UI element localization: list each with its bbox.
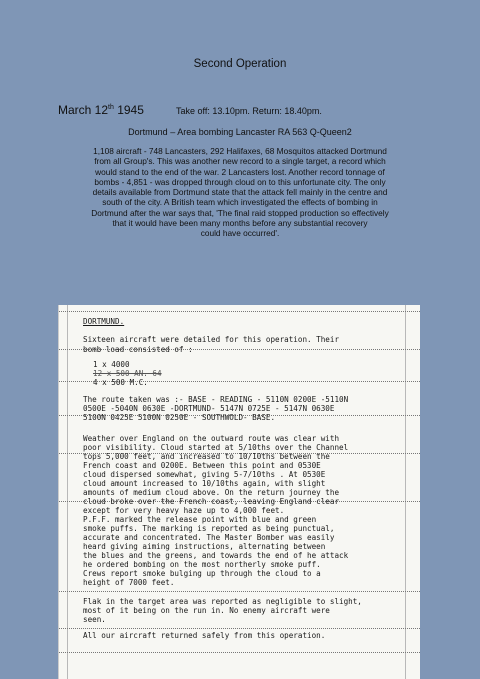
report-line: Sixteen aircraft were detailed for this operation. Their bbox=[83, 335, 340, 344]
description-line: would stand to the end of the war. 2 Lancasters lost. Another record tonnage of bbox=[95, 166, 385, 177]
marking-line: heard giving aiming instructions, alternating between bbox=[83, 542, 326, 551]
description-line: 1,108 aircraft - 748 Lancasters, 292 Halifaxes, 68 Mosquitos attacked Dortmund bbox=[93, 146, 387, 156]
description-line: bombs - 4,851 - was dropped through cloud on to this unfortunate city. The only bbox=[94, 176, 386, 187]
weather-line: French coast and 0200E. Between this point and 0530E bbox=[83, 461, 321, 470]
bomb-load-line: 1 x 4000 bbox=[93, 360, 130, 369]
marking-line: P.F.F. marked the release point with blue and green bbox=[83, 515, 317, 524]
weather-line: Weather over England on the outward route was clear with bbox=[83, 434, 340, 443]
weather-line: cloud amount increased to 10/10ths again, with slight bbox=[83, 479, 326, 488]
description-line: details available from Dortmund state that the attack fell mainly in the centre and bbox=[92, 187, 388, 198]
flak-line: Flak in the target area was reported as negligible to slight, bbox=[83, 597, 362, 606]
marking-line: smoke puffs. The marking is reported as being punctual, bbox=[83, 524, 335, 533]
dotted-rule bbox=[59, 628, 420, 629]
route-line: 5100N 0425E 5100N 0250E - SOUTHWOLD- BASE. bbox=[83, 413, 276, 422]
typewritten-report bbox=[58, 305, 420, 679]
operation-description bbox=[36, 146, 444, 239]
report-heading: DORTMUND. bbox=[83, 317, 125, 326]
weather-line: amounts of medium cloud above. On the return journey the bbox=[83, 488, 340, 497]
marking-line: height of 7000 feet. bbox=[83, 578, 175, 587]
weather-line: tops 5,000 feet, and increased to 10/10ths between the bbox=[83, 452, 330, 461]
flight-times: Take off: 13.10pm. Return: 18.40pm. bbox=[176, 106, 322, 116]
marking-line: the blues and the greens, and towards the end of he attack bbox=[83, 551, 349, 560]
bomb-load-line: 12 x 500 AN. 64 bbox=[93, 369, 162, 378]
margin-rule bbox=[405, 305, 406, 679]
dotted-rule bbox=[59, 591, 420, 592]
bomb-load-line: 4 x 500 M.C. bbox=[93, 378, 148, 387]
route-line: The route taken was :- BASE - READING - 5110N 0200E -5110N bbox=[83, 395, 349, 404]
description-line: south of the city. A British team which investigated the effects of bombing in bbox=[102, 197, 378, 208]
dotted-rule bbox=[59, 652, 420, 653]
marking-line: accurate and concentrated. The Master Bomber was easily bbox=[83, 533, 335, 542]
report-line: bomb load consisted of : bbox=[83, 345, 193, 354]
route-line: 0500E -5040N 0630E -DORTMUND- 5147N 0725E - 5147N 0630E bbox=[83, 404, 335, 413]
flak-line: most of it being on the run in. No enemy aircraft were bbox=[83, 606, 330, 615]
flak-line: seen. bbox=[83, 615, 106, 624]
marking-line: Crews report smoke bulging up through the cloud to a bbox=[83, 569, 321, 578]
weather-line: poor visibility. Cloud started at 5/10ths over the Channel bbox=[83, 443, 349, 452]
date-year: 1945 bbox=[113, 103, 144, 117]
dotted-rule bbox=[59, 311, 420, 312]
date-ordinal: th bbox=[108, 104, 114, 111]
weather-line: cloud dispersed somewhat, giving 5-7/10ths . At 0530E bbox=[83, 470, 326, 479]
description-line: that it would have been many months before any substantial recovery bbox=[112, 218, 368, 229]
closing-line: All our aircraft returned safely from this operation. bbox=[83, 631, 326, 640]
date-main: March 12 bbox=[58, 103, 109, 117]
description-line: from all Group's. This was another new record to a single target, a record which bbox=[94, 156, 386, 167]
weather-line: cloud broke over the French coast, leaving England clear bbox=[83, 497, 340, 506]
page-title: Second Operation bbox=[193, 58, 287, 70]
margin-rule bbox=[67, 305, 68, 679]
operation-date bbox=[58, 103, 144, 117]
weather-line: except for very heavy haze up to 4,000 feet. bbox=[83, 506, 285, 515]
description-line: could have occurred'. bbox=[200, 228, 280, 239]
description-line: Dortmund after the war says that, 'The final raid stopped production so effectively bbox=[91, 207, 389, 218]
operation-subheading: Dortmund – Area bombing Lancaster RA 563 Q-Queen2 bbox=[128, 127, 352, 137]
marking-line: he ordered bombing on the most northerly smoke puff. bbox=[83, 560, 321, 569]
